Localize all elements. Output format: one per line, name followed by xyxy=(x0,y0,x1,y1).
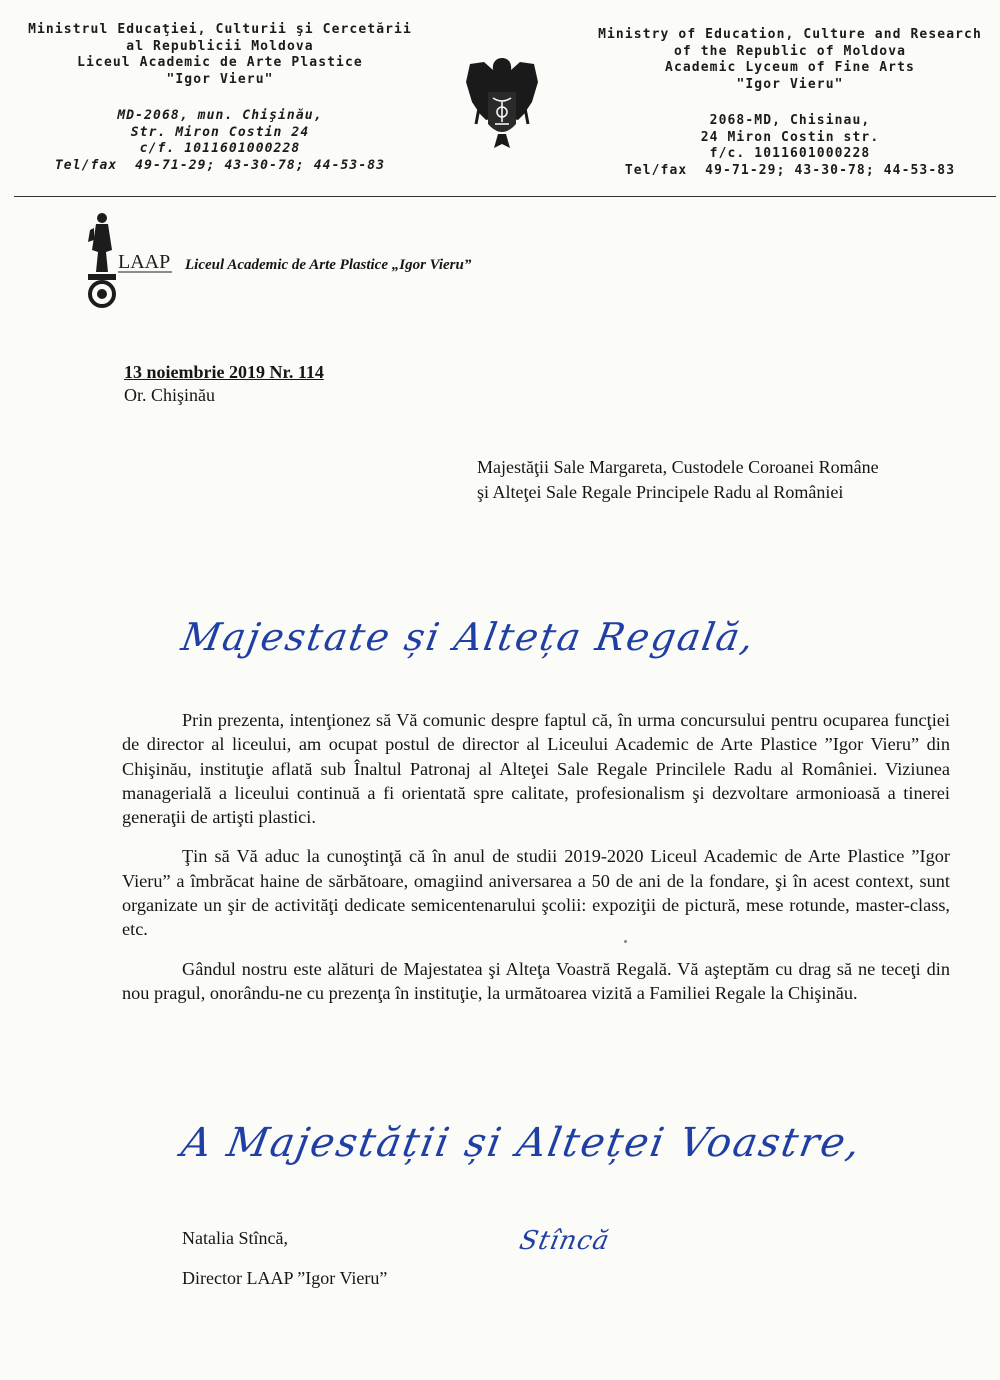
header-left-tel: Tel/fax 49-71-29; 43-30-78; 44-53-83 xyxy=(54,157,386,173)
body-paragraph-1: Prin prezenta, intenţionez să Vă comunic despre faptul că, în urma concursului pentru ocuparea funcţiei de director al liceului, am ocupat postul de director al Liceului Academic de Arte Plastice ”Igor Vieru” din Chişinău, instituţie aflată sub Înaltul Patronaj al Alteţei Sale Regale Princilele Radu al României. Viziunea managerială a liceului continuă a fi orientată spre calitate, profesionalism şi dezvoltare armonioasă a tinerei generaţii de artişti plastici. xyxy=(122,710,950,828)
header-left-line3: Liceul Academic de Arte Plastice xyxy=(77,55,363,70)
header-divider xyxy=(14,196,996,197)
school-name-line: Liceul Academic de Arte Plastice „Igor Vieru” xyxy=(185,257,472,273)
header-right-line3: Academic Lyceum of Fine Arts xyxy=(665,60,915,75)
body-paragraph-2: Ţin să Vă aduc la cunoştinţă că în anul de studii 2019-2020 Liceul Academic de Arte Plastice ”Igor Vieru” a îmbrăcat haine de sărbătoare, omagiind aniversarea a 50 de ani de la fondare, şi în acest context, sunt organizate un şir de activităţi dedicate semicentenarului şcolii: expoziţii de pictură, mese rotunde, master-class, etc. xyxy=(122,846,950,940)
header-left-addr3: c/f. 1011601000228 xyxy=(139,141,301,156)
coat-of-arms-icon xyxy=(462,52,542,152)
addressee-block xyxy=(477,455,879,505)
header-left-block xyxy=(20,22,420,174)
letter-body xyxy=(122,708,950,1020)
header-right-addr1: 2068-MD, Chisinau, xyxy=(709,113,871,128)
signer-title: Director LAAP ”Igor Vieru” xyxy=(182,1268,388,1288)
addressee-line2: şi Alteţei Sale Regale Principele Radu al României xyxy=(477,482,844,502)
scan-speck xyxy=(624,940,627,943)
header-left-addr2: Str. Miron Costin 24 xyxy=(130,124,310,140)
header-right-address xyxy=(580,113,1000,179)
header-right-tel: Tel/fax 49-71-29; 43-30-78; 44-53-83 xyxy=(624,162,956,178)
document-city: Or. Chişinău xyxy=(124,385,216,405)
body-paragraph-3: Gândul nostru este alături de Majestatea şi Alteţa Voastră Regală. Vă aşteptăm cu drag să ne teceţi din nou pragul, onorându-ne cu prezenţa în instituţie, la următoarea vizită a Familiei Regale la Chişinău. xyxy=(122,958,950,1003)
header-right-addr3: f/c. 1011601000228 xyxy=(709,146,871,161)
laap-logo-icon xyxy=(82,210,174,308)
header-right-line2: of the Republic of Moldova xyxy=(673,43,907,59)
handwritten-signature: Stîncă xyxy=(516,1226,613,1256)
addressee-line1: Majestăţii Sale Margareta, Custodele Coroanei Române xyxy=(477,457,879,477)
header-left-addr1: MD-2068, mun. Chişinău, xyxy=(117,108,323,123)
handwritten-closing: A Majestății și Alteței Voastre, xyxy=(177,1120,866,1166)
handwritten-salutation: Majestate și Alteța Regală, xyxy=(178,615,760,659)
signer-name: Natalia Stîncă, xyxy=(182,1228,288,1248)
document-date-number: 13 noiembrie 2019 Nr. 114 xyxy=(124,362,324,382)
header-right-block xyxy=(580,27,1000,179)
header-right-addr2: 24 Miron Costin str. xyxy=(700,129,880,145)
header-right-line4: "Igor Vieru" xyxy=(736,76,844,92)
header-left-line4: "Igor Vieru" xyxy=(166,71,274,87)
header-left-line1: Ministrul Educaţiei, Culturii şi Cercetării xyxy=(28,22,412,37)
header-left-address xyxy=(20,108,420,174)
logo-abbr: LAAP xyxy=(118,251,171,273)
header-left-line2: al Republicii Moldova xyxy=(126,38,314,54)
header-right-line1: Ministry of Education, Culture and Research xyxy=(598,27,982,42)
